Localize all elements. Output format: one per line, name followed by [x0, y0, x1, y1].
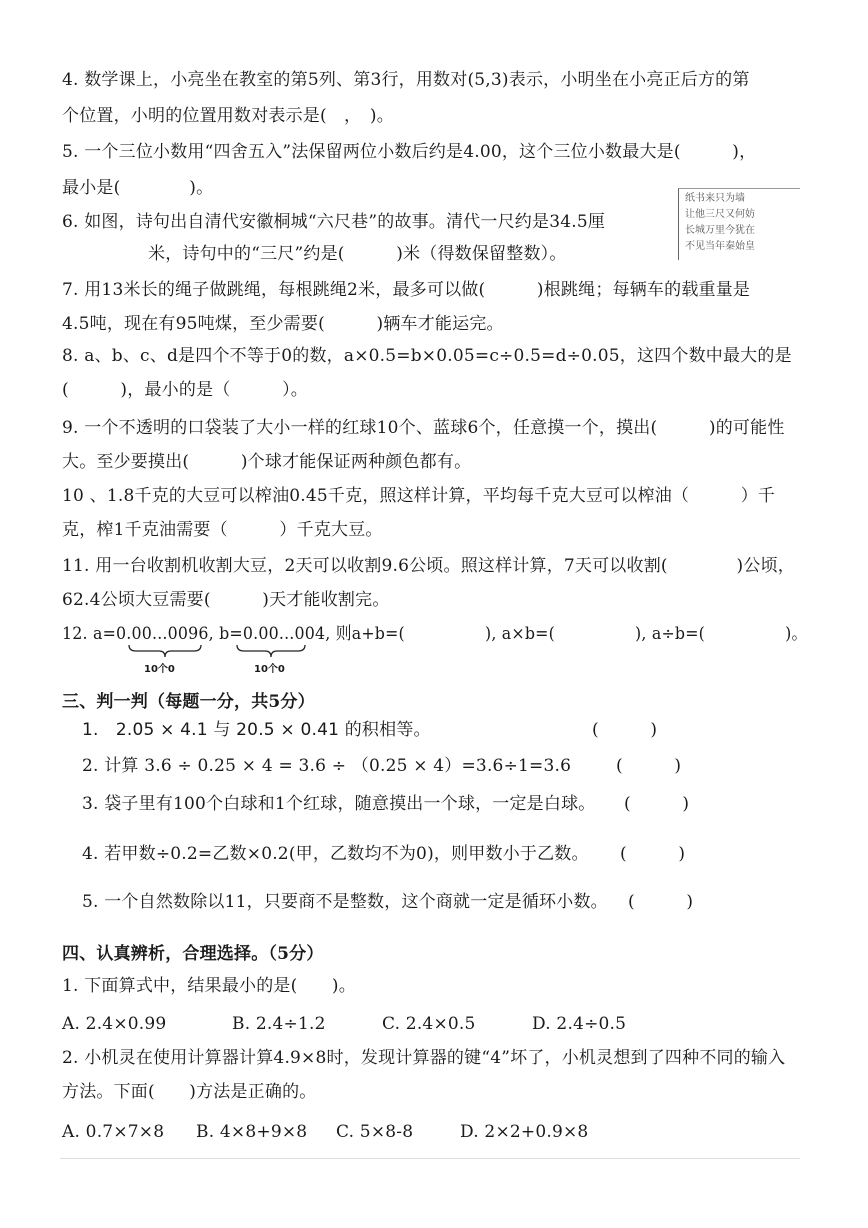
judge-paren-5[interactable]: ( ) — [628, 892, 694, 912]
choice-q1-option-c[interactable]: C. 2.4×0.5 — [382, 1014, 476, 1034]
judge-item-2: 2. 计算 3.6 ÷ 0.25 × 4 = 3.6 ÷ （0.25 × 4）=3.6÷1=3.6 — [82, 756, 572, 776]
q11-line1: 11. 用一台收割机收割大豆，2天可以收割9.6公顷。照这样计算，7天可以收割( )公顷， — [62, 556, 795, 576]
q10-line1: 10 、1.8千克的大豆可以榨油0.45千克，照这样计算，平均每千克大豆可以榨油（ ）千 — [62, 486, 776, 506]
poem-line: 纸书来只为墙 — [685, 193, 745, 204]
brace-label-2: 10个0 — [254, 664, 285, 675]
q7-line2: 4.5吨，现在有95吨煤，至少需要( )辆车才能运完。 — [62, 314, 504, 334]
underbrace-1 — [128, 644, 202, 658]
q11-line2: 62.4公顷大豆需要( )天才能收割完。 — [62, 590, 390, 610]
choice-q1-option-a[interactable]: A. 2.4×0.99 — [62, 1014, 167, 1034]
choice-q2-line2: 方法。下面( )方法是正确的。 — [62, 1082, 317, 1102]
q12-line: 12. a=0.00...0096, b=0.00...004, 则a+b=( ), a×b=( ), a÷b=( )。 — [62, 624, 808, 644]
q6-line1: 6. 如图，诗句出自清代安徽桐城“六尺巷”的故事。清代一尺约是34.5厘 — [62, 212, 606, 232]
poem-line: 让他三尺又何妨 — [685, 209, 755, 220]
q4-line2: 个位置，小明的位置用数对表示是( ， )。 — [62, 106, 394, 126]
section4-title: 四、认真辨析，合理选择。（5分） — [62, 944, 324, 964]
judge-paren-1[interactable]: ( ) — [592, 720, 658, 740]
choice-q2-option-b[interactable]: B. 4×8+9×8 — [196, 1122, 308, 1142]
poem-line: 长城万里今犹在 — [685, 225, 755, 236]
q8-line1: 8. a、b、c、d是四个不等于0的数，a×0.5=b×0.05=c÷0.5=d÷0.05，这四个数中最大的是 — [62, 346, 792, 366]
choice-q2-option-a[interactable]: A. 0.7×7×8 — [62, 1122, 165, 1142]
q9-line1: 9. 一个不透明的口袋装了大小一样的红球10个、蓝球6个，任意摸一个，摸出( )的可能性 — [62, 418, 785, 438]
q4-line1: 4. 数学课上，小亮坐在教室的第5列、第3行，用数对(5,3)表示，小明坐在小亮正后方的第 — [62, 70, 750, 90]
poem-image — [678, 188, 800, 260]
choice-q2-option-c[interactable]: C. 5×8-8 — [336, 1122, 414, 1142]
brace-label-1: 10个0 — [144, 664, 175, 675]
judge-paren-2[interactable]: ( ) — [616, 756, 682, 776]
underbrace-2 — [236, 644, 306, 658]
choice-q2-line1: 2. 小机灵在使用计算器计算4.9×8时，发现计算器的键“4”坏了，小机灵想到了四种不同的输入 — [62, 1048, 786, 1068]
page-bottom-divider — [60, 1158, 800, 1159]
q8-line2: ( )，最小的是（ ）。 — [62, 380, 308, 400]
q5-line1: 5. 一个三位小数用“四舍五入”法保留两位小数后约是4.00，这个三位小数最大是( )， — [62, 142, 757, 162]
judge-item-4: 4. 若甲数÷0.2=乙数×0.2(甲，乙数均不为0)，则甲数小于乙数。 — [82, 844, 589, 864]
judge-item-5: 5. 一个自然数除以11，只要商不是整数，这个商就一定是循环小数。 — [82, 892, 608, 912]
poem-line: 不见当年秦始皇 — [685, 241, 755, 252]
judge-paren-3[interactable]: ( ) — [624, 794, 690, 814]
choice-q1-option-d[interactable]: D. 2.4÷0.5 — [532, 1014, 627, 1034]
judge-item-1: 1. 2.05 × 4.1 与 20.5 × 0.41 的积相等。 — [82, 720, 431, 740]
q7-line1: 7. 用13米长的绳子做跳绳，每根跳绳2米，最多可以做( )根跳绳；每辆车的载重量是 — [62, 280, 751, 300]
q10-line2: 克，榨1千克油需要（ ）千克大豆。 — [62, 520, 383, 540]
choice-q1-option-b[interactable]: B. 2.4÷1.2 — [232, 1014, 326, 1034]
q9-line2: 大。至少要摸出( )个球才能保证两种颜色都有。 — [62, 452, 472, 472]
choice-q2-option-d[interactable]: D. 2×2+0.9×8 — [460, 1122, 589, 1142]
choice-q1: 1. 下面算式中，结果最小的是( )。 — [62, 976, 356, 996]
q5-line2: 最小是( )。 — [62, 178, 214, 198]
judge-paren-4[interactable]: ( ) — [620, 844, 686, 864]
q6-line2: 米，诗句中的“三尺”约是( )米（得数保留整数）。 — [148, 244, 567, 264]
judge-item-3: 3. 袋子里有100个白球和1个红球，随意摸出一个球，一定是白球。 — [82, 794, 596, 814]
section3-title: 三、判一判（每题一分，共5分） — [62, 692, 315, 712]
